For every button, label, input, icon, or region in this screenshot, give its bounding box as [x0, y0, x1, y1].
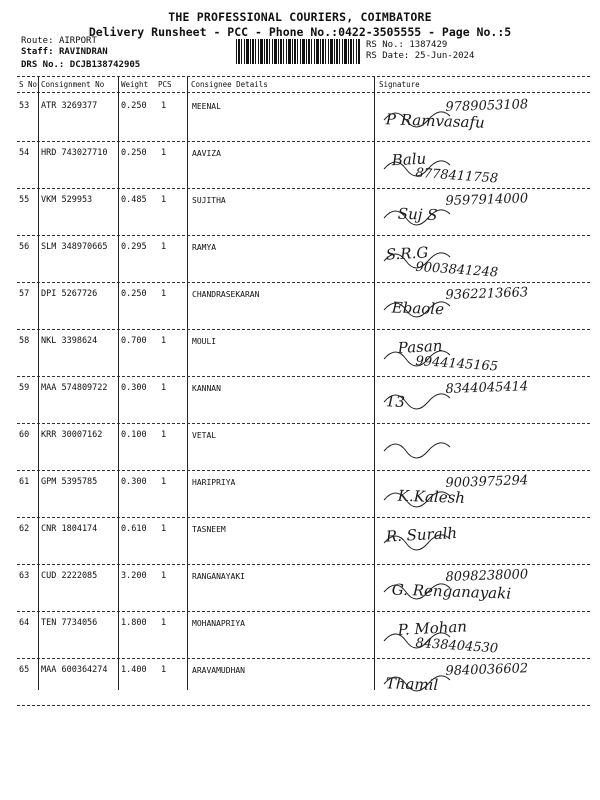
pcs-value: 1: [161, 571, 167, 581]
signature-image: [376, 660, 590, 706]
signature-image: [376, 237, 590, 283]
consignment-number: MAA 574809722: [41, 383, 108, 393]
consignee-name: TASNEEM: [192, 525, 226, 534]
signature-name: S.R.G: [385, 243, 429, 264]
pcs-value: 1: [161, 665, 167, 675]
signature-phone: 9003975294: [445, 473, 529, 492]
consignment-number: SLM 348970665: [41, 242, 108, 252]
company-title: THE PROFESSIONAL COURIERS, COIMBATORE: [168, 10, 432, 24]
weight-value: 0.610: [121, 524, 147, 534]
staff-label: Staff:: [21, 47, 54, 57]
signature-image: [376, 472, 590, 518]
weight-value: 1.800: [121, 618, 147, 628]
row-divider: [17, 517, 590, 518]
row-divider: [17, 376, 590, 377]
row-divider: [17, 188, 590, 189]
pcs-value: 1: [161, 524, 167, 534]
consignee-name: SUJITHA: [192, 196, 226, 205]
col-weight: Weight: [121, 80, 149, 89]
pcs-value: 1: [161, 477, 167, 487]
weight-value: 0.100: [121, 430, 147, 440]
consignment-number: KRR 30007162: [41, 430, 103, 440]
weight-value: 0.250: [121, 289, 147, 299]
signature-phone: 8778411758: [414, 165, 499, 187]
signature-phone: 8098238000: [445, 567, 529, 586]
row-sno: 55: [19, 195, 30, 205]
pcs-value: 1: [161, 618, 167, 628]
staff-line: [21, 47, 108, 58]
signature-name: Thamil: [385, 674, 439, 695]
consignee-name: MOHANAPRIYA: [192, 619, 245, 628]
rs-date: RS Date: 25-Jun-2024: [366, 51, 475, 61]
consignment-number: CNR 1804174: [41, 524, 98, 534]
signature-phone: 9362213663: [445, 285, 529, 304]
consignee-name: MOULI: [192, 337, 217, 346]
signature-image: [376, 190, 590, 236]
row-divider: [17, 329, 590, 330]
row-divider: [17, 470, 590, 471]
signature-name: Pasan: [397, 336, 443, 357]
header-top-rule: [17, 76, 590, 77]
rs-number: RS No.: 1387429: [366, 40, 448, 50]
consignee-name: ARAVAMUDHAN: [192, 666, 245, 675]
signature-image: [376, 143, 590, 189]
consignment-number: MAA 600364274: [41, 665, 108, 675]
row-sno: 56: [19, 242, 30, 252]
barcode: [236, 39, 360, 64]
consignment-number: DPI 5267726: [41, 289, 98, 299]
signature-name: Ebaole: [391, 298, 445, 319]
consignee-name: AAVIZA: [192, 149, 221, 158]
consignee-name: RANGANAYAKI: [192, 572, 245, 581]
signature-name: Suj S: [397, 204, 438, 225]
consignment-number: ATR 3269377: [41, 101, 98, 111]
col-consignee: Consignee Details: [191, 80, 268, 89]
signature-image: [376, 331, 590, 377]
consignee-name: VETAL: [192, 431, 217, 440]
pcs-value: 1: [161, 430, 167, 440]
signature-name: G. Renganayaki: [391, 580, 512, 603]
pcs-value: 1: [161, 101, 167, 111]
consignment-number: CUD 2222085: [41, 571, 98, 581]
pcs-value: 1: [161, 242, 167, 252]
signature-box: [376, 660, 590, 716]
signature-name: 13: [385, 392, 406, 411]
drs-label: DRS No.:: [21, 60, 65, 70]
pcs-value: 1: [161, 289, 167, 299]
signature-phone: 9003841248: [414, 259, 499, 281]
signature-phone: 9840036602: [445, 661, 529, 680]
signature-phone: 9597914000: [445, 191, 529, 210]
row-sno: 58: [19, 336, 30, 346]
consignment-number: HRD 743027710: [41, 148, 108, 158]
consignee-name: MEENAL: [192, 102, 221, 111]
runsheet-subtitle: Delivery Runsheet - PCC - Phone No.:0422-3505555 - Page No.:5: [88, 25, 512, 39]
signature-image: [376, 519, 590, 565]
signature-name: K.Kalesh: [397, 486, 466, 508]
row-sno: 54: [19, 148, 30, 158]
row-sno: 63: [19, 571, 30, 581]
row-sno: 60: [19, 430, 30, 440]
signature-image: [376, 378, 590, 424]
row-sno: 61: [19, 477, 30, 487]
consignment-number: VKM 529953: [41, 195, 93, 205]
row-divider: [17, 141, 590, 142]
signature-phone: 8438404530: [414, 635, 499, 657]
row-sno: 59: [19, 383, 30, 393]
signature-image: [376, 613, 590, 659]
route-value: AIRPORT: [58, 36, 97, 46]
signature-name: R. Suralh: [385, 523, 458, 546]
signature-image: [376, 566, 590, 612]
pcs-value: 1: [161, 383, 167, 393]
consignment-number: TEN 7734056: [41, 618, 98, 628]
drs-value: DCJB138742905: [69, 60, 141, 70]
weight-value: 0.300: [121, 477, 147, 487]
signature-phone: 8344045414: [445, 379, 529, 398]
row-sno: 64: [19, 618, 30, 628]
weight-value: 0.485: [121, 195, 147, 205]
staff-value: RAVINDRAN: [58, 47, 108, 57]
col-pcs: PCS: [158, 80, 172, 89]
weight-value: 0.700: [121, 336, 147, 346]
weight-value: 0.300: [121, 383, 147, 393]
consignee-name: CHANDRASEKARAN: [192, 290, 260, 299]
signature-phone: 9789053108: [445, 97, 529, 116]
row-divider: [17, 564, 590, 565]
signature-image: [376, 425, 590, 471]
consignee-name: HARIPRIYA: [192, 478, 236, 487]
signature-name: P. Mohan: [397, 617, 468, 639]
pcs-value: 1: [161, 195, 167, 205]
consignment-number: NKL 3398624: [41, 336, 98, 346]
pcs-value: 1: [161, 148, 167, 158]
weight-value: 0.295: [121, 242, 147, 252]
row-sno: 53: [19, 101, 30, 111]
row-divider: [17, 423, 590, 424]
weight-value: 0.250: [121, 148, 147, 158]
row-sno: 57: [19, 289, 30, 299]
weight-value: 0.250: [121, 101, 147, 111]
header-bottom-rule: [17, 92, 590, 93]
signature-phone: 9944145165: [414, 353, 499, 375]
pcs-value: 1: [161, 336, 167, 346]
signature-image: [376, 96, 590, 142]
drs-line: [21, 60, 140, 71]
row-divider: [17, 235, 590, 236]
row-divider: [17, 282, 590, 283]
route-line: [21, 36, 97, 47]
row-divider: [17, 658, 590, 659]
row-sno: 65: [19, 665, 30, 675]
weight-value: 3.200: [121, 571, 147, 581]
signature-stroke: [384, 443, 450, 458]
route-label: Route:: [21, 36, 54, 46]
row-divider: [17, 611, 590, 612]
row-sno: 62: [19, 524, 30, 534]
signature-name: Balu: [391, 149, 427, 170]
signature-name: P Ramvasafu: [385, 110, 486, 132]
weight-value: 1.400: [121, 665, 147, 675]
consignee-name: KANNAN: [192, 384, 221, 393]
consignment-number: GPM 5395785: [41, 477, 98, 487]
signature-image: [376, 284, 590, 330]
consignee-name: RAMYA: [192, 243, 217, 252]
col-sno: S No: [19, 80, 38, 89]
row-divider: [17, 705, 590, 706]
col-signature: Signature: [379, 80, 420, 89]
col-consignment: Consignment No: [41, 80, 105, 89]
table-row: [0, 660, 600, 716]
